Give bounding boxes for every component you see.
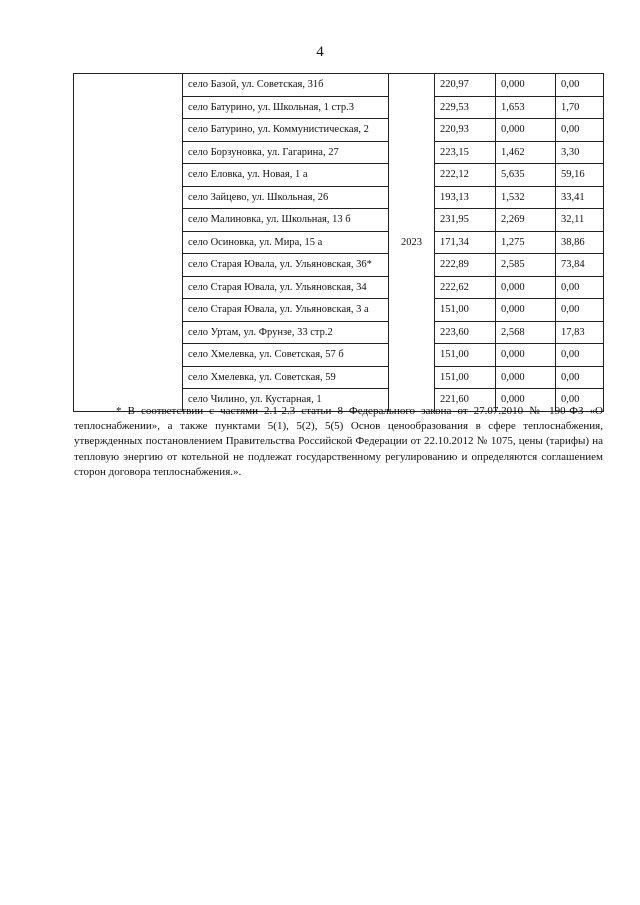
value2-cell: 0,000 [496,299,556,322]
value3-cell: 1,70 [556,96,604,119]
organization-cell [74,74,183,412]
tariff-table-body [74,74,604,412]
value2-cell: 1,275 [496,231,556,254]
value1-cell: 151,00 [435,344,496,367]
address-cell: село Старая Ювала, ул. Ульяновская, 36* [183,254,389,277]
value3-cell: 32,11 [556,209,604,232]
address-cell: село Борзуновка, ул. Гагарина, 27 [183,141,389,164]
footnote: * В соответствии с частями 2.1-2.3 статьи 8 Федерального закона от 27.07.2010 № 190-ФЗ «О теплоснабжении», а также пунктами 5(1), 5(2), 5(5) Основ ценообразования в сфере теплоснабжения, утвержденных постановлением Правительства Российской Федерации от 22.10.2012 № 1075, цены (тарифы) на тепловую энергию от котельной не подлежат государственному регулированию и определяются соглашением сторон договора теплоснабжения.». [74,405,603,478]
address-cell: село Малиновка, ул. Школьная, 13 б [183,209,389,232]
value1-cell: 220,93 [435,119,496,142]
value2-cell: 0,000 [496,276,556,299]
value3-cell: 33,41 [556,186,604,209]
value3-cell: 73,84 [556,254,604,277]
value2-cell: 1,532 [496,186,556,209]
value3-cell: 0,00 [556,344,604,367]
value3-cell: 0,00 [556,119,604,142]
value1-cell: 220,97 [435,74,496,97]
value3-cell: 0,00 [556,299,604,322]
value3-cell: 38,86 [556,231,604,254]
value1-cell: 151,00 [435,366,496,389]
value1-cell: 222,89 [435,254,496,277]
value3-cell: 59,16 [556,164,604,187]
value1-cell: 151,00 [435,299,496,322]
address-cell: село Чилино, ул. Кустарная, 1 [183,389,389,412]
address-cell: село Старая Ювала, ул. Ульяновская, 34 [183,276,389,299]
address-cell: село Еловка, ул. Новая, 1 а [183,164,389,187]
value1-cell: 171,34 [435,231,496,254]
value1-cell: 231,95 [435,209,496,232]
address-cell: село Батурино, ул. Коммунистическая, 2 [183,119,389,142]
table-row [74,74,604,97]
value1-cell: 223,15 [435,141,496,164]
value2-cell: 5,635 [496,164,556,187]
value3-cell: 17,83 [556,321,604,344]
year-cell: 2023 [389,74,435,412]
address-cell: село Базой, ул. Советская, 31б [183,74,389,97]
value3-cell: 0,00 [556,276,604,299]
value1-cell: 229,53 [435,96,496,119]
value1-cell: 222,62 [435,276,496,299]
value1-cell: 222,12 [435,164,496,187]
value3-cell: 0,00 [556,366,604,389]
value1-cell: 193,13 [435,186,496,209]
value2-cell: 0,000 [496,344,556,367]
value2-cell: 2,269 [496,209,556,232]
value2-cell: 2,585 [496,254,556,277]
value2-cell: 1,462 [496,141,556,164]
value2-cell: 2,568 [496,321,556,344]
value2-cell: 0,000 [496,366,556,389]
value3-cell: 0,00 [556,74,604,97]
value3-cell: 0,00 [556,389,604,412]
value3-cell: 3,30 [556,141,604,164]
value2-cell: 0,000 [496,389,556,412]
value1-cell: 223,60 [435,321,496,344]
address-cell: село Зайцево, ул. Школьная, 26 [183,186,389,209]
page-number: 4 [316,44,324,60]
address-cell: село Хмелевка, ул. Советская, 59 [183,366,389,389]
address-cell: село Батурино, ул. Школьная, 1 стр.3 [183,96,389,119]
address-cell: село Старая Ювала, ул. Ульяновская, 3 а [183,299,389,322]
tariff-table [73,73,604,412]
address-cell: село Хмелевка, ул. Советская, 57 б [183,344,389,367]
address-cell: село Уртам, ул. Фрунзе, 33 стр.2 [183,321,389,344]
value2-cell: 0,000 [496,119,556,142]
value1-cell: 221,60 [435,389,496,412]
value2-cell: 0,000 [496,74,556,97]
value2-cell: 1,653 [496,96,556,119]
address-cell: село Осиновка, ул. Мира, 15 а [183,231,389,254]
